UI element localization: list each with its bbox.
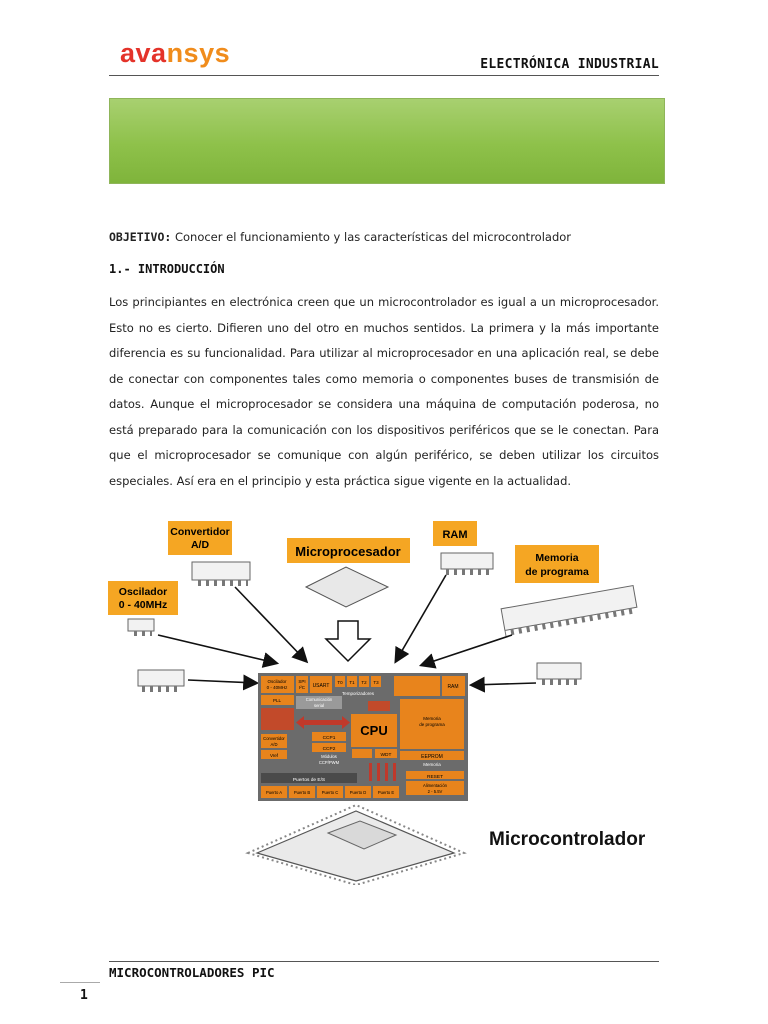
- svg-text:Puerto C: Puerto C: [321, 790, 339, 795]
- microcontroller-diagram: [100, 515, 670, 885]
- chip-ram: [441, 553, 493, 575]
- svg-text:Puerto B: Puerto B: [293, 790, 311, 795]
- objective-text: Conocer el funcionamiento y las características del microcontrolador: [174, 230, 572, 244]
- objective-label: OBJETIVO:: [109, 230, 172, 244]
- svg-text:Puertos de E/S: Puertos de E/S: [292, 778, 326, 783]
- avansys-logo: [120, 38, 230, 69]
- svg-text:RAM: RAM: [447, 684, 459, 690]
- label-microprocesador: [287, 538, 410, 563]
- svg-text:Puerto D: Puerto D: [349, 790, 367, 795]
- svg-text:Alimentación: Alimentación: [423, 783, 447, 788]
- intro-paragraph: Los principiantes en electrónica creen que un microcontrolador es igual a un microprocesador. Esto no es cierto. Difieren uno del otro en muchos sentidos. La primera y la más importante diferencia es su funcionalidad. Para utilizar al microprocesador en una aplicación real, se debe de conectar con componentes tales como memoria o componentes buses de transmisión de datos. Aunque el microprocesador se considera una máquina de computación poderosa, no está preparado para la comunicación con los dispositivos periféricos que se le conectan. Para que el microprocesador se comunique con algún periférico, se deben utilizar los circuitos especiales. Así era en el principio y esta práctica sigue vigente en la actualidad.: [109, 295, 659, 488]
- svg-text:2 - 5.5V: 2 - 5.5V: [427, 789, 443, 794]
- svg-text:I²C: I²C: [299, 685, 305, 690]
- svg-text:Convertidor: Convertidor: [170, 526, 230, 538]
- svg-text:T3: T3: [373, 680, 379, 685]
- svg-text:Convertidor: Convertidor: [263, 736, 285, 741]
- svg-text:SPI: SPI: [298, 679, 306, 684]
- svg-text:CCP2: CCP2: [322, 747, 336, 752]
- svg-text:CCP1: CCP1: [322, 736, 336, 741]
- svg-text:0 - 40MHz: 0 - 40MHz: [266, 685, 288, 690]
- label-convertidor: [168, 521, 232, 555]
- svg-text:Vref: Vref: [269, 753, 279, 758]
- svg-text:T1: T1: [349, 680, 355, 685]
- svg-text:Memoria: Memoria: [535, 552, 579, 564]
- page-number-rule: [60, 982, 100, 983]
- svg-text:USART: USART: [312, 683, 330, 689]
- objective-line: [109, 230, 571, 244]
- chip-microprocesador: [306, 567, 388, 607]
- svg-text:CCP/PWM: CCP/PWM: [318, 760, 340, 765]
- chip-oscilador: [128, 619, 154, 636]
- footer-divider: [109, 961, 659, 962]
- svg-text:T0: T0: [337, 680, 343, 685]
- svg-text:A/D: A/D: [270, 742, 278, 747]
- svg-text:A/D: A/D: [190, 539, 210, 551]
- svg-text:Módulos: Módulos: [321, 754, 337, 759]
- page-number: 1: [80, 988, 88, 1003]
- svg-text:T2: T2: [361, 680, 367, 685]
- svg-text:CPU: CPU: [360, 723, 388, 738]
- footer-title: MICROCONTROLADORES PIC: [109, 965, 275, 980]
- svg-text:de programa: de programa: [525, 566, 589, 578]
- chip-convertidor: [192, 562, 250, 586]
- svg-text:0 - 40MHz: 0 - 40MHz: [118, 599, 168, 611]
- label-oscilador: [108, 581, 178, 615]
- header-title: ELECTRÓNICA INDUSTRIAL: [480, 57, 659, 72]
- svg-text:WDT: WDT: [380, 753, 392, 758]
- logo-text-part1: ava: [120, 38, 167, 68]
- svg-text:RAM: RAM: [442, 529, 468, 541]
- section-heading: 1.- INTRODUCCIÓN: [109, 262, 225, 276]
- chip-microcontrolador: [248, 805, 464, 885]
- svg-text:Oscilador: Oscilador: [267, 679, 287, 684]
- chip-right: [537, 663, 581, 685]
- chip-left: [138, 670, 184, 692]
- svg-text:Comunicación: Comunicación: [305, 697, 333, 702]
- label-memoria-programa: [515, 545, 599, 583]
- label-microcontrolador: Microcontrolador: [489, 829, 646, 850]
- svg-text:de programa: de programa: [419, 722, 445, 727]
- svg-text:RESET: RESET: [427, 775, 443, 780]
- title-banner: [109, 98, 665, 184]
- svg-text:Puerto A: Puerto A: [265, 790, 283, 795]
- logo-text-part2: nsys: [166, 38, 231, 68]
- svg-text:Temporizadores: Temporizadores: [341, 691, 375, 696]
- chip-memoria-programa: [501, 586, 637, 637]
- mcu-block-diagram: [258, 673, 468, 801]
- svg-text:serial: serial: [313, 703, 325, 708]
- svg-text:EEPROM: EEPROM: [421, 754, 443, 760]
- svg-text:Memoria: Memoria: [423, 716, 441, 721]
- header-divider: [109, 75, 659, 76]
- svg-text:Memoria: Memoria: [423, 762, 441, 767]
- svg-text:Oscilador: Oscilador: [118, 586, 168, 598]
- svg-text:PLL: PLL: [272, 698, 282, 703]
- label-ram: [433, 521, 477, 546]
- svg-text:Microprocesador: Microprocesador: [295, 544, 401, 559]
- down-arrow: [326, 621, 370, 661]
- svg-text:Puerto E: Puerto E: [377, 790, 395, 795]
